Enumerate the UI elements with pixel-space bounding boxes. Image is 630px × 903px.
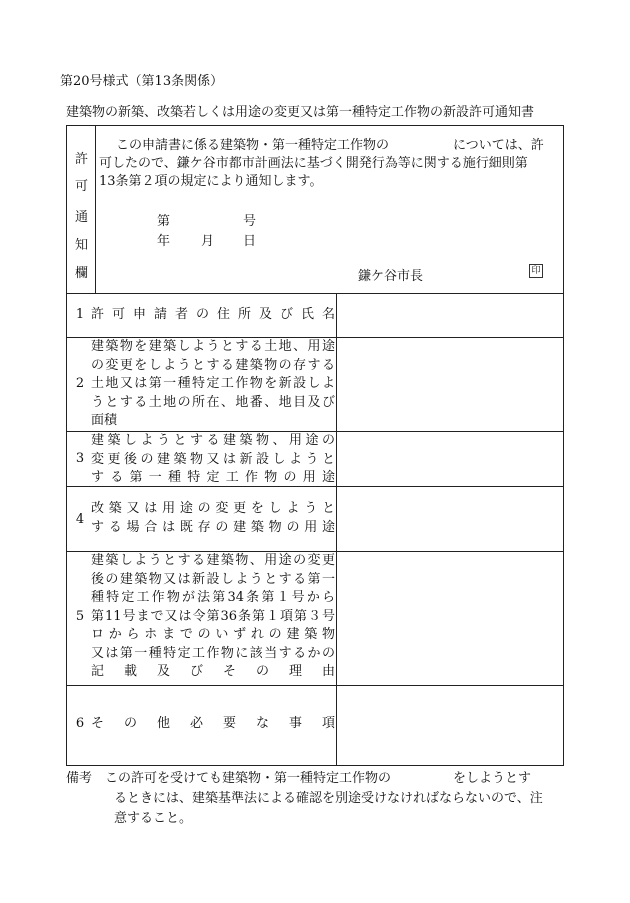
month-label: 月	[201, 234, 215, 249]
side-label-char: 欄	[74, 266, 88, 281]
dai-label: 第	[157, 214, 171, 229]
item-6-label: その他必要な事項	[91, 716, 335, 731]
remarks-line-1b: をしようとす	[453, 771, 532, 786]
side-label-char: 可	[74, 179, 88, 194]
notice-line-3: 13条第２項の規定により通知します。	[99, 174, 323, 189]
item-number: 6	[75, 716, 85, 731]
remarks-line-2: るときには、建築基準法による確認を別途受けなければならないので、注	[114, 791, 543, 806]
item-2-label: 建築物を建築しようとする土地、用途 の変更をしようとする建築物の存する 土地又は第一種特定工作物を新設しよ うとする土地の所在、地番、地目及び 面積	[91, 339, 335, 428]
item-number: 1	[75, 307, 85, 322]
side-label-char: 通	[74, 210, 88, 225]
item-4-label: 改築又は用途の変更をしようと する場合は既存の建築物の用途	[91, 501, 335, 535]
item-5-label: 建築しようとする建築物、用途の変更 後の建築物又は新設しようとする第一 種特定工作物が法第34条第１号から 第11号まで又は令第36条第１項第３号 ロからホまでのいずれの建築物 又は第一種特定工作物に該当するかの 記載及びその理由	[91, 553, 335, 679]
notice-line-1a: この申請書に係る建築物・第一種特定工作物の	[116, 138, 390, 153]
side-label-char: 許	[74, 152, 88, 167]
form-number: 第20号様式（第13条関係）	[60, 74, 224, 89]
notice-text	[99, 137, 561, 191]
notice-divider	[95, 126, 96, 293]
notice-line-2: 可したので、鎌ケ谷市都市計画法に基づく開発行為等に関する施行細則第	[99, 156, 528, 171]
remarks-line-3: 意すること。	[114, 811, 193, 826]
item-number: 2	[75, 376, 85, 391]
remarks	[66, 769, 543, 829]
document-title: 建築物の新築、改築若しくは用途の変更又は第一種特定工作物の新設許可通知書	[66, 105, 535, 120]
go-label: 号	[243, 214, 257, 229]
side-label-char: 知	[74, 238, 88, 253]
seal-mark: 印	[529, 264, 543, 278]
mayor-name: 鎌ケ谷市長	[358, 269, 424, 284]
remarks-line-1a: 備考 この許可を受けても建築物・第一種特定工作物の	[66, 771, 392, 786]
value-column-divider	[336, 293, 337, 765]
notice-line-1b: については、許	[453, 138, 544, 153]
item-1-label: 許可申請者の住所及び氏名	[91, 307, 335, 322]
item-number: 3	[75, 451, 85, 466]
item-3-label: 建築しようとする建築物、用途の 変更後の建築物又は新設しようと する第一種特定工作物の用途	[91, 433, 335, 485]
item-number: 5	[75, 609, 85, 624]
year-label: 年	[157, 234, 171, 249]
day-label: 日	[243, 234, 257, 249]
notice-form	[66, 125, 564, 766]
item-number: 4	[75, 512, 85, 527]
